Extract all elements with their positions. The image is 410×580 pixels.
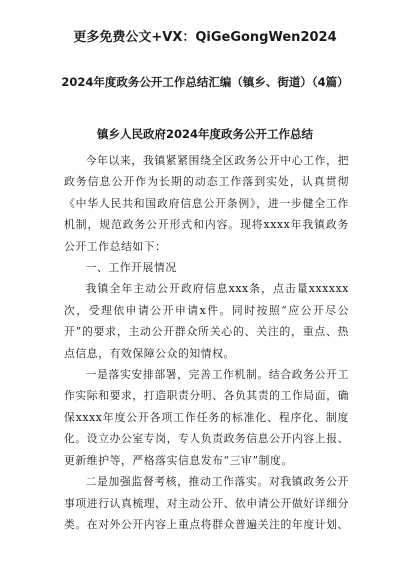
watermark-header: 更多免费公文+VX：QiGeGongWen2024 [73, 30, 337, 45]
paragraph-point-two: 二是加强监督考核，推动工作落实。对我镇政务公开事项进行认真梳理，对主动公开、依申请公开做好详细分类。在对外公开内容上重点将群众普遍关注的年度计划、 [64, 475, 349, 531]
document-title: 2024年度政务公开工作总结汇编（镇乡、街道）（4篇） [61, 75, 349, 89]
section-title: 镇乡人民政府2024年度政务公开工作总结 [96, 127, 313, 141]
paragraph-disclosure-stats: 我镇全年主动公开政府信息xxx条，点击量xxxxxx次，受理依申请公开申请x件。同时按照“应公开尽公开”的要求，主动公开群众所关心的、关注的，重点、热点信息，有效保障公众的知情权。 [64, 282, 349, 360]
document-body [64, 150, 349, 535]
heading-work-status: 一、工作开展情况 [85, 261, 177, 275]
paragraph-intro: 今年以来，我镇紧紧围绕全区政务公开中心工作，把政务信息公开作为长期的动态工作落到实处，认真贯彻《中华人民共和国政府信息公开条例》，进一步健全工作机制，规范政务公开形式和内容。现将xxxx年我镇政务公开工作总结如下： [64, 154, 349, 253]
paragraph-point-one: 一是落实安排部署，完善工作机制。结合政务公开工作实际和要求，打造职责分明、各负其责的工作局面，确保xxxx年度公开各项工作任务的标准化、程序化、制度化。设立办公室专岗，专人负责政务信息公开内容上报、更新维护等，严格落实信息发布“三审”制度。 [64, 368, 349, 467]
